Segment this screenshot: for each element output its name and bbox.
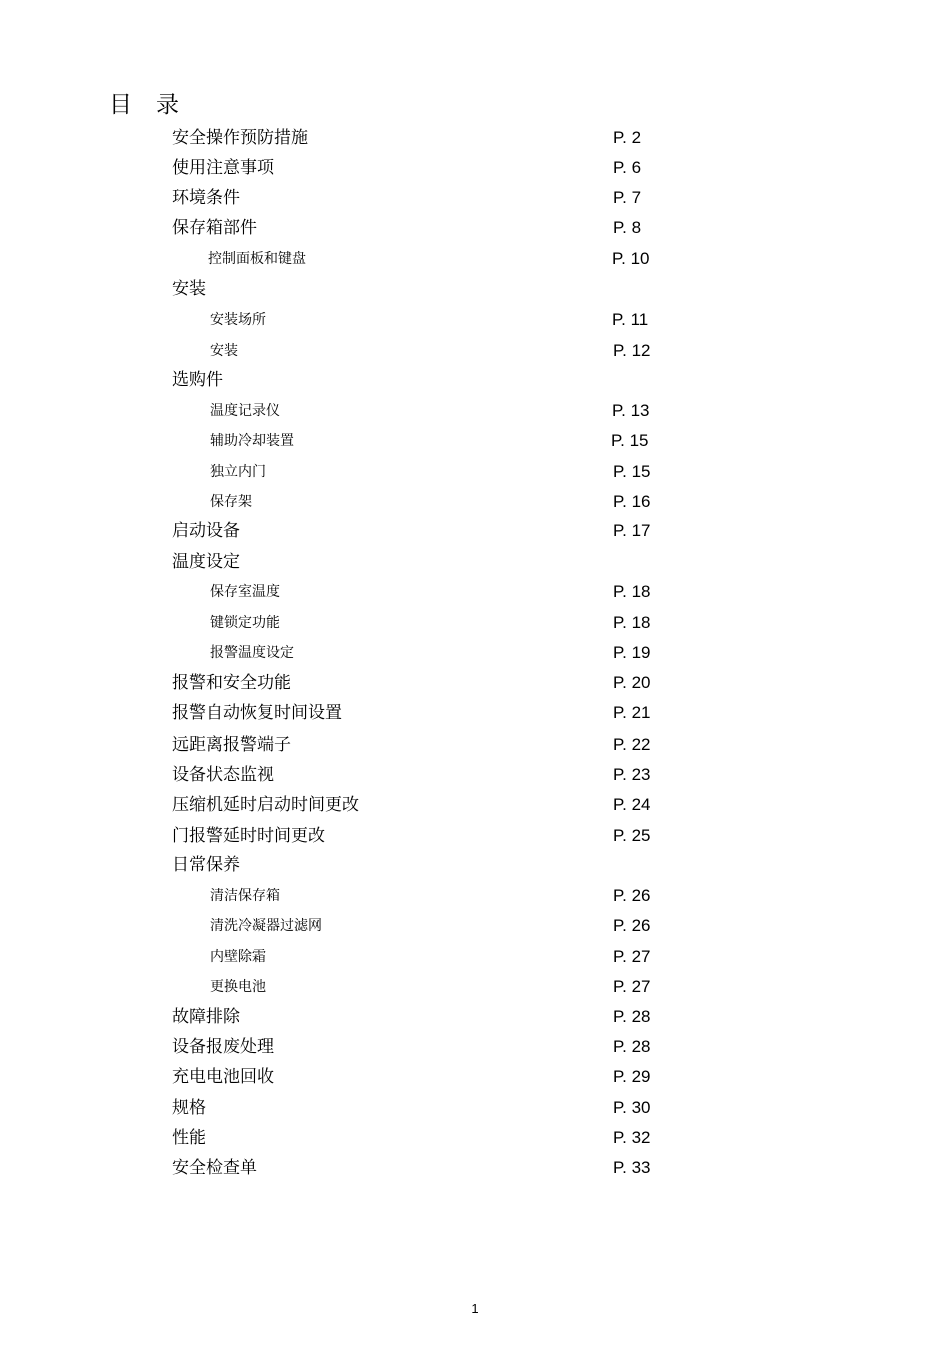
- toc-entry-label: 键锁定功能: [210, 615, 280, 631]
- toc-entry-label: 温度设定: [172, 552, 240, 572]
- toc-entry-label: 安全操作预防措施: [172, 128, 308, 148]
- toc-entry[interactable]: [0, 1062, 950, 1092]
- toc-entry[interactable]: [0, 183, 950, 213]
- toc-entry-page-ref: P. 8: [613, 218, 642, 237]
- toc-entry-page-ref: P. 17: [613, 521, 651, 540]
- toc-entry-label: 设备状态监视: [172, 765, 274, 785]
- toc-entry[interactable]: [0, 213, 950, 243]
- toc-entry[interactable]: [0, 1153, 950, 1183]
- toc-entry[interactable]: [0, 668, 950, 698]
- toc-entry-page-ref: P. 22: [613, 735, 651, 754]
- toc-entry-page-ref: P. 18: [613, 613, 651, 632]
- toc-entry-label: 充电电池回收: [172, 1067, 274, 1087]
- toc-entry-page-ref: P. 27: [613, 947, 651, 966]
- toc-entry-label: 远距离报警端子: [172, 735, 291, 755]
- toc-entry[interactable]: [0, 1002, 950, 1032]
- toc-entry-label: 启动设备: [172, 521, 240, 541]
- toc-entry-label: 保存室温度: [210, 584, 280, 600]
- toc-entry-label: 使用注意事项: [172, 158, 274, 178]
- toc-entry-page-ref: P. 15: [611, 431, 649, 450]
- toc-entry-page-ref: P. 20: [613, 673, 651, 692]
- toc-entry[interactable]: [0, 305, 950, 335]
- toc-entry[interactable]: [0, 274, 950, 304]
- toc-entry[interactable]: [0, 396, 950, 426]
- toc-entry-label: 门报警延时时间更改: [172, 826, 325, 846]
- toc-entry-label: 性能: [172, 1128, 206, 1148]
- toc-entry[interactable]: [0, 790, 950, 820]
- toc-entry[interactable]: [0, 365, 950, 395]
- toc-entry[interactable]: [0, 972, 950, 1002]
- toc-entry-page-ref: P. 13: [612, 401, 650, 420]
- toc-entry-label: 环境条件: [172, 188, 240, 208]
- toc-entry[interactable]: [0, 608, 950, 638]
- toc-entry[interactable]: [0, 457, 950, 487]
- toc-entry[interactable]: [0, 336, 950, 366]
- toc-entry-label: 保存箱部件: [172, 218, 257, 238]
- page-number: 1: [471, 1301, 479, 1316]
- toc-entry[interactable]: [0, 821, 950, 851]
- toc-entry-label: 规格: [172, 1098, 206, 1118]
- toc-entry-page-ref: P. 26: [613, 916, 651, 935]
- toc-entry[interactable]: [0, 577, 950, 607]
- toc-entry-label: 清洁保存箱: [210, 888, 280, 904]
- toc-entry[interactable]: [0, 426, 950, 456]
- toc-entry[interactable]: [0, 1093, 950, 1123]
- toc-entry-page-ref: P. 32: [613, 1128, 651, 1147]
- toc-entry-label: 更换电池: [210, 979, 266, 995]
- toc-entry[interactable]: [0, 698, 950, 728]
- toc-entry-page-ref: P. 28: [613, 1037, 651, 1056]
- toc-entry[interactable]: [0, 123, 950, 153]
- toc-entry-page-ref: P. 12: [613, 341, 651, 360]
- toc-entry-page-ref: P. 15: [613, 462, 651, 481]
- toc-entry-label: 温度记录仪: [210, 403, 280, 419]
- toc-entry-label: 报警和安全功能: [172, 673, 291, 693]
- toc-entry-page-ref: P. 24: [613, 795, 651, 814]
- toc-entry-label: 压缩机延时启动时间更改: [172, 795, 359, 815]
- toc-entry-label: 日常保养: [172, 855, 240, 875]
- toc-entry[interactable]: [0, 881, 950, 911]
- toc-entry-page-ref: P. 33: [613, 1158, 651, 1177]
- toc-entry-label: 辅助冷却装置: [210, 433, 294, 449]
- toc-entry-label: 故障排除: [172, 1007, 240, 1027]
- toc-entry[interactable]: [0, 547, 950, 577]
- toc-entry[interactable]: [0, 942, 950, 972]
- toc-entry-page-ref: P. 25: [613, 826, 651, 845]
- toc-entry-page-ref: P. 27: [613, 977, 651, 996]
- toc-entry-label: 安全检查单: [172, 1158, 257, 1178]
- toc-entry-page-ref: P. 2: [613, 128, 642, 147]
- toc-entry-page-ref: P. 30: [613, 1098, 651, 1117]
- toc-entry-label: 选购件: [172, 370, 223, 390]
- toc-entry-label: 独立内门: [210, 464, 266, 480]
- toc-entry-page-ref: P. 29: [613, 1067, 651, 1086]
- toc-entry-page-ref: P. 16: [613, 492, 651, 511]
- toc-entry-page-ref: P. 26: [613, 886, 651, 905]
- toc-entry-label: 内壁除霜: [210, 949, 266, 965]
- toc-entry-page-ref: P. 18: [613, 582, 651, 601]
- toc-entry[interactable]: [0, 638, 950, 668]
- toc-entry-label: 安装: [210, 343, 238, 359]
- toc-entry[interactable]: [0, 760, 950, 790]
- toc-entry-page-ref: P. 10: [612, 249, 650, 268]
- toc-entry[interactable]: [0, 244, 950, 274]
- toc-entry-label: 报警温度设定: [210, 645, 294, 661]
- toc-entry-label: 控制面板和键盘: [208, 251, 306, 267]
- toc-entry-page-ref: P. 21: [613, 703, 651, 722]
- toc-entry-page-ref: P. 19: [613, 643, 651, 662]
- toc-entry[interactable]: [0, 730, 950, 760]
- toc-entry-page-ref: P. 28: [613, 1007, 651, 1026]
- toc-entry-label: 设备报废处理: [172, 1037, 274, 1057]
- toc-entry[interactable]: [0, 911, 950, 941]
- toc-entry-page-ref: P. 6: [613, 158, 642, 177]
- toc-entry-page-ref: P. 11: [612, 310, 649, 329]
- toc-entry[interactable]: [0, 487, 950, 517]
- toc-entry-page-ref: P. 23: [613, 765, 651, 784]
- toc-entry[interactable]: [0, 153, 950, 183]
- toc-entry-label: 报警自动恢复时间设置: [172, 703, 342, 723]
- toc-entry[interactable]: [0, 1123, 950, 1153]
- toc-entry[interactable]: [0, 850, 950, 880]
- toc-entry-label: 保存架: [210, 494, 252, 510]
- page-title: 目录: [109, 92, 203, 118]
- toc-entry-page-ref: P. 7: [613, 188, 642, 207]
- toc-entry[interactable]: [0, 516, 950, 546]
- toc-entry-label: 清洗冷凝器过滤网: [210, 918, 322, 934]
- toc-entry-label: 安装: [172, 279, 206, 299]
- toc-entry[interactable]: [0, 1032, 950, 1062]
- toc-entry-label: 安装场所: [210, 312, 266, 328]
